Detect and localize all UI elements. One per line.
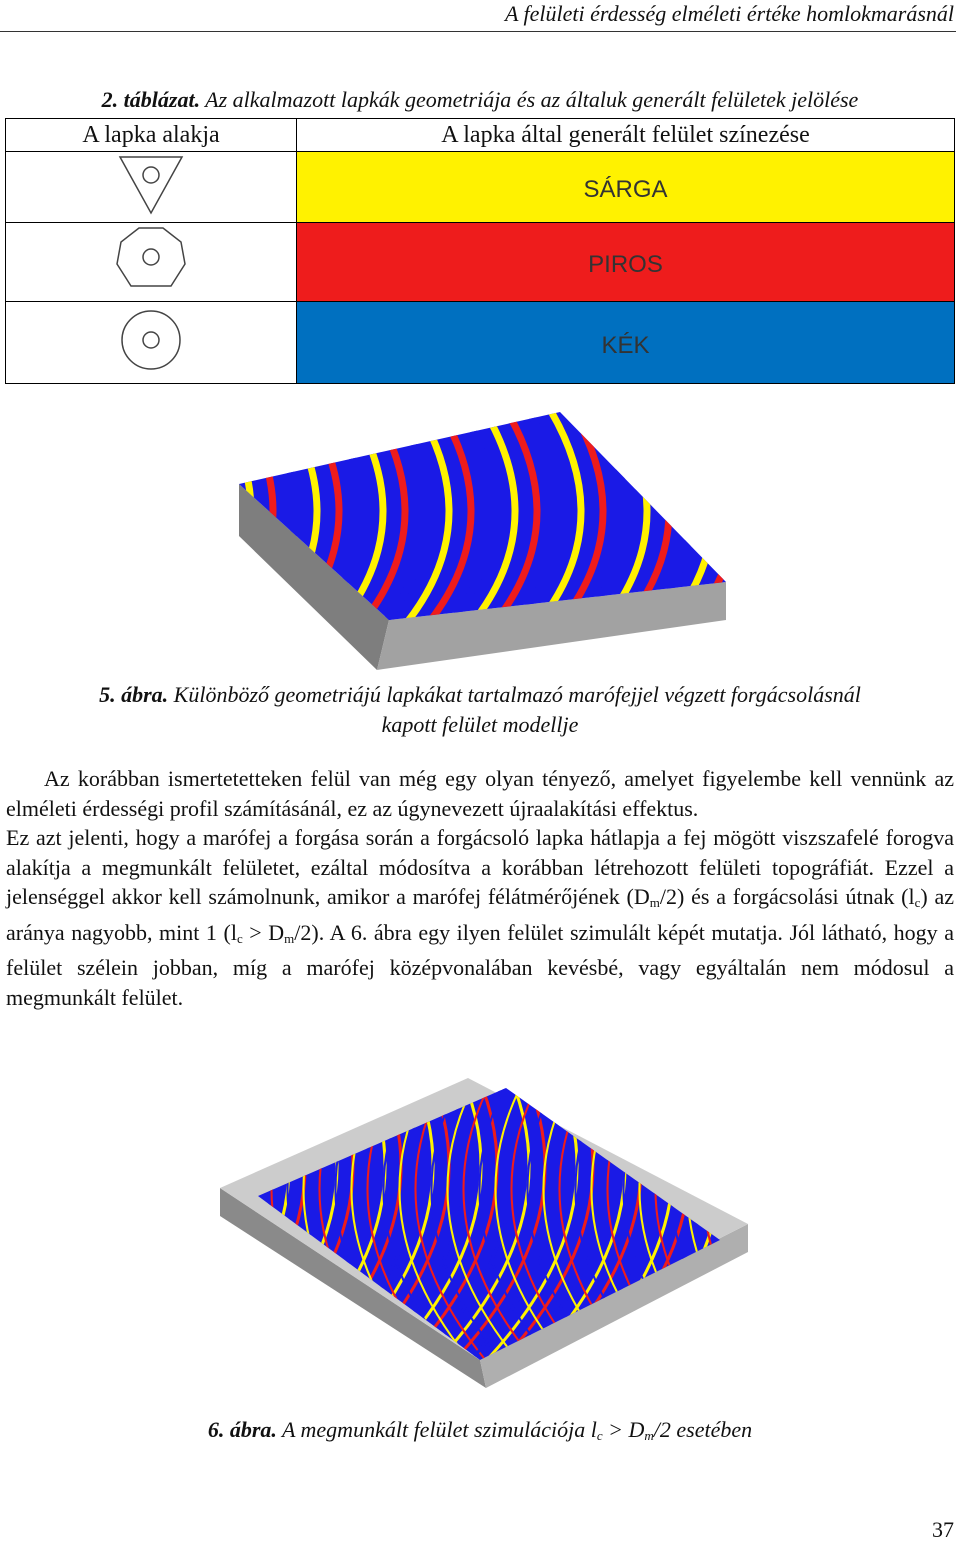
color-label: SÁRGA [583,176,668,203]
color-cell-red [297,223,955,302]
triangle-insert-icon [111,153,191,217]
shape-cell [6,152,297,223]
tool-mark-arc [720,408,728,672]
header-rule [0,31,956,32]
table-caption [0,86,960,114]
running-header [0,0,954,30]
figure6-caption: A megmunkált felület szimulációja $l_c > D_m/2$ esetében [276,1417,753,1443]
body-paragraph [6,764,954,1012]
tool-mark-arc [736,1038,748,1388]
table-row [6,302,955,384]
figure6-simulated-surface [220,1038,748,1388]
paragraph-2: Ez azt jelenti, hogy a marófej a forgása során a forgácsoló lapka hátlapja a fej mögött viszszafelé forogva alakítja a megmunkált felületet, ezáltal módosítva a korábban létrehozott felületi topográfiát. Ezzel a jelenséggel akkor kell számolnunk, amikor a marófej félátmérőjének $(D_m/2)$ és a forgácsolási útnak $(l_c)$ az aránya nagyobb, mint 1 $(l_c > D_m/2)$. A 6. ábra egy ilyen felület szimulált képét mutatja. Jól látható, hogy a felület szélein jobban, míg a marófej középvonalában kevésbé, vagy egyáltalán nem módosul a megmunkált felület. [6,825,954,1010]
round-insert-icon [111,304,191,376]
color-cell-blue [297,302,955,384]
figure5-label: 5. ábra. [99,682,169,707]
page-number: 37 [932,1517,954,1542]
column-header-color: A lapka által generált felület színezése [297,119,955,152]
color-label: KÉK [601,331,650,359]
table-caption-label: 2. táblázat. [101,87,201,112]
figure5-caption-line2: kapott felület modellje [381,712,579,737]
figure5-caption [0,680,960,740]
octagon-insert-icon [111,224,191,296]
color-label: PIROS [588,251,663,278]
figure5-caption-line1: Különböző geometriájú lapkákat tartalmazó marófejjel végzett forgácsolásnál [168,682,861,707]
tool-mark-arc [698,408,728,672]
shape-cell [6,302,297,384]
color-cell-yellow [297,152,955,223]
table-row [6,152,955,223]
figure6-caption [0,1415,960,1451]
table-header-row [6,119,955,152]
paragraph-1: Az korábban ismertetetteken felül van még egy olyan tényező, amelyet figyelembe kell vennünk az elméleti érdességi profil számításánál, ez az úgynevezett újraalakítási effektus. [6,766,954,821]
table-caption-text: Az alkalmazott lapkák geometriája és az általuk generált felületek jelölése [200,87,859,112]
shape-cell [6,223,297,302]
figure5-surface-model [232,408,728,672]
insert-geometry-table [5,118,955,384]
column-header-shape: A lapka alakja [6,119,297,152]
figure6-label: 6. ábra. [207,1417,277,1442]
recut-mark-arc [735,1038,748,1388]
running-title: A felületi érdesség elméleti értéke homlokmarásnál [504,1,954,26]
table-row [6,223,955,302]
